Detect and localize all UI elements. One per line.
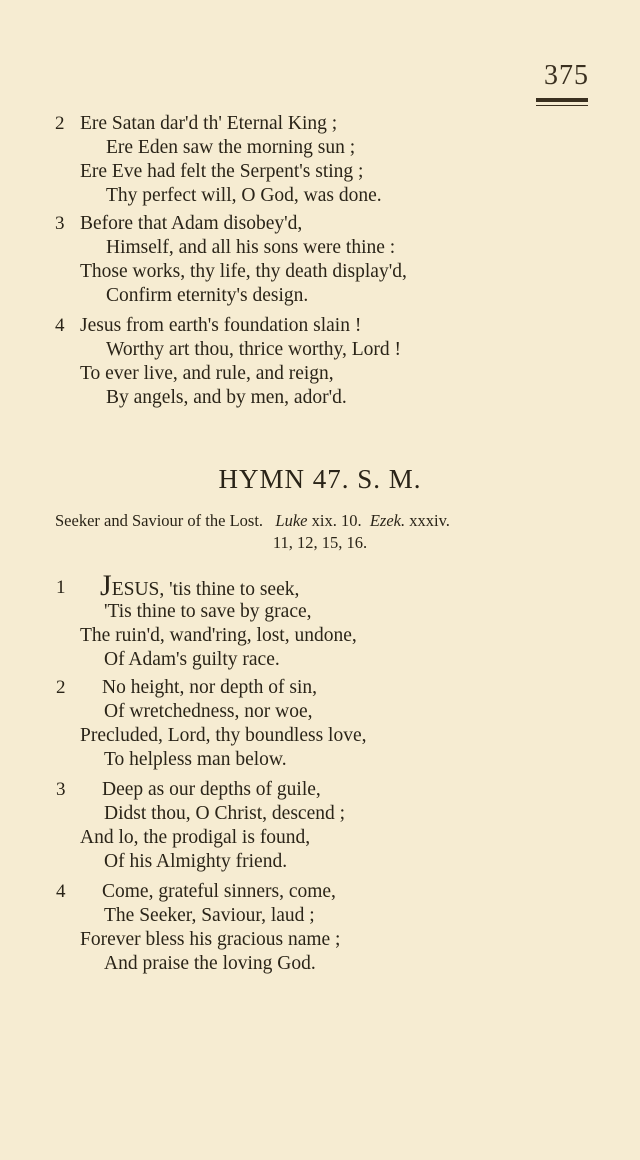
page-number: 375 xyxy=(544,60,589,91)
header-rule-thin xyxy=(536,105,588,106)
verse-line: Jesus from earth's foundation slain ! xyxy=(80,315,362,336)
verse-line: Before that Adam disobey'd, xyxy=(80,213,303,234)
verse-line: Of his Almighty friend. xyxy=(104,851,288,872)
verse-line: And praise the loving God. xyxy=(104,953,316,974)
ref-ezek: Ezek. xyxy=(369,511,406,530)
drop-cap: J xyxy=(100,569,112,602)
stanza-number: 2 xyxy=(55,113,65,134)
stanza-number: 2 xyxy=(56,677,66,698)
first-line xyxy=(100,569,300,602)
stanza-number: 4 xyxy=(56,881,66,902)
subtitle-text: Seeker and Saviour of the Lost. xyxy=(55,511,264,530)
verse-line: The ruin'd, wand'ring, lost, undone, xyxy=(80,625,357,646)
verse-line: Precluded, Lord, thy boundless love, xyxy=(80,725,367,746)
verse-line: Thy perfect will, O God, was done. xyxy=(106,185,382,206)
verse-line: And lo, the prodigal is found, xyxy=(80,827,311,848)
verse-line: Ere Satan dar'd th' Eternal King ; xyxy=(80,113,338,134)
verse-line: By angels, and by men, ador'd. xyxy=(106,387,347,408)
verse-line: Didst thou, O Christ, descend ; xyxy=(104,803,346,824)
verse-line: No height, nor depth of sin, xyxy=(102,677,318,698)
subtitle-line-1 xyxy=(55,510,450,532)
subtitle-line-2: 11, 12, 15, 16. xyxy=(272,533,368,552)
verse-line: Forever bless his gracious name ; xyxy=(80,929,341,950)
verse-line: Ere Eden saw the morning sun ; xyxy=(106,137,356,158)
ref-ezek-cite: xxxiv. xyxy=(409,511,450,530)
ref-luke-cite: xix. 10. xyxy=(311,511,362,530)
hymn-title: HYMN 47. S. M. xyxy=(218,464,422,494)
stanza-number: 4 xyxy=(55,315,65,336)
verse-line: Come, grateful sinners, come, xyxy=(102,881,336,902)
verse-line: Confirm eternity's design. xyxy=(106,285,309,306)
verse-line: Worthy art thou, thrice worthy, Lord ! xyxy=(106,339,402,360)
verse-line: Those works, thy life, thy death display'd, xyxy=(80,261,407,282)
verse-line: To helpless man below. xyxy=(104,749,287,770)
stanza-number: 3 xyxy=(55,213,65,234)
verse-line: To ever live, and rule, and reign, xyxy=(80,363,334,384)
verse-line: Of Adam's guilty race. xyxy=(104,649,280,670)
verse-line: Of wretchedness, nor woe, xyxy=(104,701,313,722)
header-rule-thick xyxy=(536,98,588,102)
first-line-rest: ESUS, 'tis thine to seek, xyxy=(111,579,300,600)
ref-luke: Luke xyxy=(275,511,308,530)
verse-line: The Seeker, Saviour, laud ; xyxy=(104,905,315,926)
verse-line: Himself, and all his sons were thine : xyxy=(106,237,396,258)
verse-line: Ere Eve had felt the Serpent's sting ; xyxy=(80,161,364,182)
stanza-number: 1 xyxy=(56,577,66,598)
verse-line: 'Tis thine to save by grace, xyxy=(104,601,312,622)
stanza-number: 3 xyxy=(56,779,66,800)
verse-line: Deep as our depths of guile, xyxy=(102,779,321,800)
